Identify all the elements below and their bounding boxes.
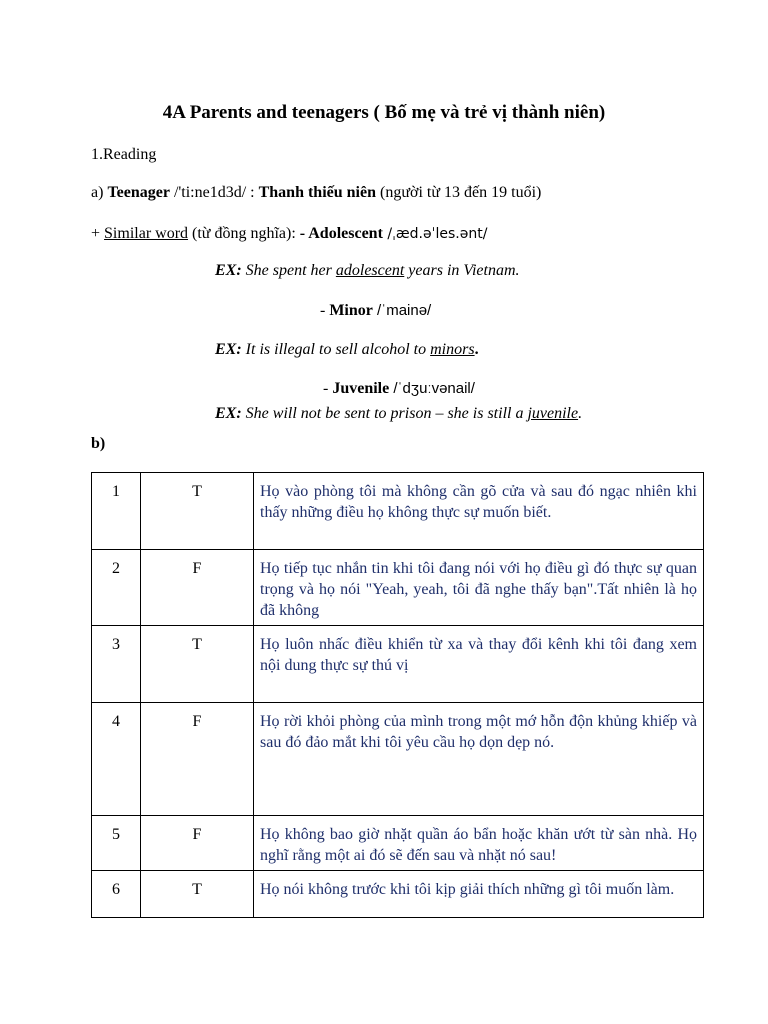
vocab-note: (người từ 13 đến 19 tuổi): [376, 184, 542, 201]
dash: -: [320, 302, 330, 319]
part-a-label: a): [91, 184, 108, 201]
synonym-ipa: /ˌæd.əˈles.ənt/: [382, 226, 488, 242]
true-false-answer: T: [141, 871, 254, 918]
part-b-label: b): [91, 435, 106, 452]
dash: -: [323, 380, 333, 397]
synonym-adolescent: - Adolescent: [299, 225, 383, 242]
example-3: [215, 405, 582, 423]
table-row: [92, 473, 704, 550]
table-row: [92, 626, 704, 703]
similar-word-note: (từ đồng nghĩa):: [188, 225, 300, 242]
synonym-juvenile: [323, 380, 475, 398]
statement-text: Họ rời khỏi phòng của mình trong một mớ hỗn độn khủng khiếp và sau đó đảo mắt khi tôi yêu cầu họ dọn dẹp nó.: [254, 703, 704, 816]
statement-text: Họ vào phòng tôi mà không cần gõ cửa và sau đó ngạc nhiên khi thấy những điều họ không thực sự muốn biết.: [254, 473, 704, 550]
table-row: [92, 550, 704, 626]
true-false-answer: F: [141, 816, 254, 871]
row-number: 1: [92, 473, 141, 550]
vocab-word: Teenager: [107, 184, 170, 201]
synonym-word: Juvenile: [332, 380, 390, 397]
example-1: [215, 262, 520, 280]
example-text: She spent her: [241, 262, 336, 279]
vocab-ipa: /'ti:ne1d3d/ :: [169, 184, 259, 201]
table-row: [92, 871, 704, 918]
example-text: It is illegal to sell alcohol to: [241, 341, 431, 358]
table-row: [92, 816, 704, 871]
row-number: 6: [92, 871, 141, 918]
row-number: 5: [92, 816, 141, 871]
synonym-ipa: /ˈdʒuːvənail/: [389, 380, 475, 397]
example-keyword: minors: [430, 341, 475, 358]
row-number: 3: [92, 626, 141, 703]
example-text: .: [474, 341, 479, 358]
answers-table: [91, 472, 704, 918]
true-false-answer: F: [141, 703, 254, 816]
row-number: 2: [92, 550, 141, 626]
example-text: .: [578, 405, 583, 422]
statement-text: Họ tiếp tục nhắn tin khi tôi đang nói với họ điều gì đó thực sự quan trọng và họ nói "Yeah, yeah, tôi đã nghe thấy bạn".Tất nhiên là họ đã không: [254, 550, 704, 626]
similar-word-label: Similar word: [104, 225, 189, 242]
similar-word-line: [91, 225, 487, 243]
statement-text: Họ luôn nhấc điều khiển từ xa và thay đổi kênh khi tôi đang xem nội dung thực sự thú vị: [254, 626, 704, 703]
true-false-answer: T: [141, 626, 254, 703]
bullet: +: [91, 225, 105, 242]
example-2: [215, 341, 479, 359]
row-number: 4: [92, 703, 141, 816]
section-heading: 1.Reading: [91, 146, 157, 163]
table-row: [92, 703, 704, 816]
example-text: She will not be sent to prison – she is still a: [241, 405, 528, 422]
true-false-answer: T: [141, 473, 254, 550]
true-false-answer: F: [141, 550, 254, 626]
example-text: years in Vietnam.: [404, 262, 520, 279]
statement-text: Họ nói không trước khi tôi kịp giải thích những gì tôi muốn làm.: [254, 871, 704, 918]
example-label: EX:: [215, 262, 242, 279]
example-label: EX:: [215, 341, 242, 358]
synonym-ipa: /ˈmainə/: [372, 302, 432, 319]
definition-teenager: [91, 184, 541, 202]
synonym-minor: [320, 302, 431, 320]
page-title: 4A Parents and teenagers ( Bố mẹ và trẻ vị thành niên): [162, 102, 606, 123]
statement-text: Họ không bao giờ nhặt quần áo bẩn hoặc khăn ướt từ sàn nhà. Họ nghĩ rằng một ai đó sẽ đến sau và nhặt nó sau!: [254, 816, 704, 871]
vocab-meaning: Thanh thiếu niên: [258, 184, 376, 201]
synonym-word: Minor: [329, 302, 373, 319]
example-keyword: adolescent: [335, 262, 405, 279]
example-label: EX:: [215, 405, 242, 422]
example-keyword: juvenile: [527, 405, 579, 422]
